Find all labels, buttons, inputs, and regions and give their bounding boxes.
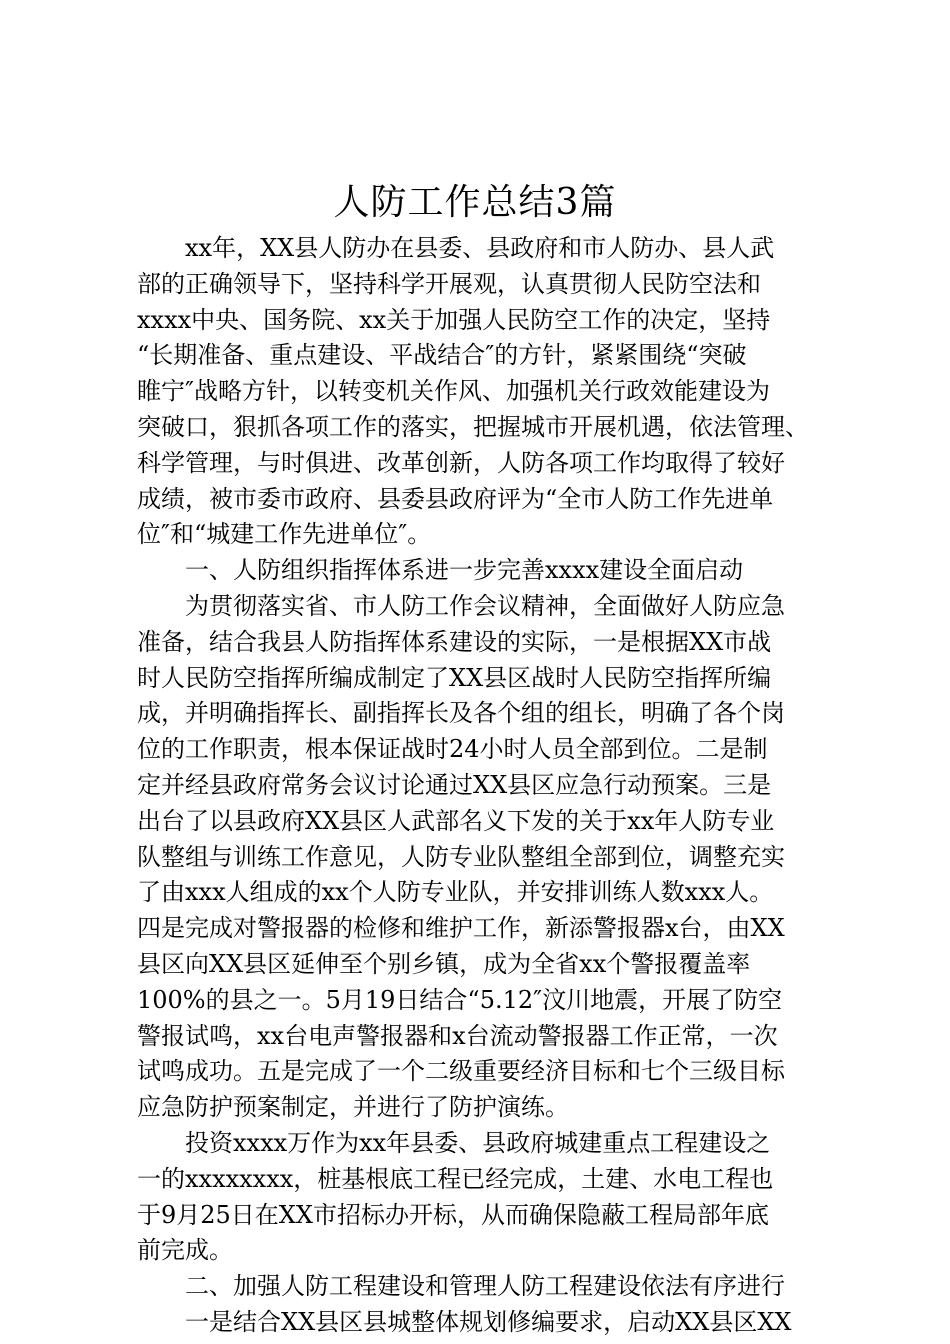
text-line: 警报试鸣，xx台电声警报器和x台流动警报器工作正常，一次 <box>137 1021 778 1050</box>
text-line: 应急防护预案制定，并进行了防护演练。 <box>137 1093 569 1122</box>
text-line: 成，并明确指挥长、副指挥长及各个组的组长，明确了各个岗 <box>137 699 785 728</box>
text-line: 部的正确领导下，坚持科学开展观，认真贯彻人民防空法和 <box>137 269 761 298</box>
text-line: 前完成。 <box>137 1236 233 1265</box>
text-line: 出台了以县政府XX县区人武部名义下发的关于xx年人防专业 <box>137 806 775 835</box>
text-line: xxxx中央、国务院、xx关于加强人民防空工作的决定，坚持 <box>137 305 771 334</box>
text-line: 为贯彻落实省、市人防工作会议精神，全面做好人防应急 <box>185 591 785 620</box>
text-line: 定并经县政府常务会议讨论通过XX县区应急行动预案。三是 <box>137 770 772 799</box>
text-line: 准备，结合我县人防指挥体系建设的实际，一是根据XX市战 <box>137 627 772 656</box>
text-line: xx年，XX县人防办在县委、县政府和市人防办、县人武 <box>185 234 775 262</box>
text-line: 一、人防组织指挥体系进一步完善xxxx建设全面启动 <box>185 556 744 585</box>
text-line: 位的工作职责，根本保证战时24小时人员全部到位。二是制 <box>137 735 768 764</box>
text-line: 时人民防空指挥所编成制定了XX县区战时人民防空指挥所编 <box>137 663 772 692</box>
text-line: 县区向XX县区延伸至个别乡镇，成为全省xx个警报覆盖率 <box>137 949 751 978</box>
text-line: 科学管理，与时俱进、改革创新，人防各项工作均取得了较好 <box>137 448 785 477</box>
document-body <box>137 231 837 1341</box>
text-line: “长期准备、重点建设、平战结合″的方针，紧紧围绕“突破 <box>137 341 747 370</box>
text-line: 一的xxxxxxxx，桩基根底工程已经完成，土建、水电工程也 <box>137 1164 774 1193</box>
text-line: 于9月25日在XX市招标办开标，从而确保隐蔽工程局部年底 <box>137 1200 769 1229</box>
text-line: 位″和“城建工作先进单位″。 <box>137 520 432 549</box>
text-line: 睢宁″战略方针，以转变机关作风、加强机关行政效能建设为 <box>137 377 770 406</box>
text-line: 突破口，狠抓各项工作的落实，把握城市开展机遇，依法管理、 <box>137 412 809 441</box>
text-line: 100%的县之一。5月19日结合“5.12″汶川地震，开展了防空 <box>137 985 783 1014</box>
text-line: 队整组与训练工作意见，人防专业队整组全部到位，调整充实 <box>137 842 785 871</box>
text-line: 一是结合XX县区县城整体规划修编要求，启动XX县区XX <box>185 1307 792 1336</box>
text-line: 四是完成对警报器的检修和维护工作，新添警报器x台，由XX <box>137 914 785 943</box>
text-line: 了由xxx人组成的xx个人防专业队，并安排训练人数xxx人。 <box>137 878 774 907</box>
text-line: 试鸣成功。五是完成了一个二级重要经济目标和七个三级目标 <box>137 1057 785 1086</box>
document-title: 人防工作总结3篇 <box>333 182 617 223</box>
text-line: 二、加强人防工程建设和管理人防工程建设依法有序进行 <box>185 1272 785 1301</box>
text-line: 成绩，被市委市政府、县委县政府评为“全市人防工作先进单 <box>137 484 774 513</box>
text-line: 投资xxxx万作为xx年县委、县政府城建重点工程建设之 <box>185 1128 771 1157</box>
